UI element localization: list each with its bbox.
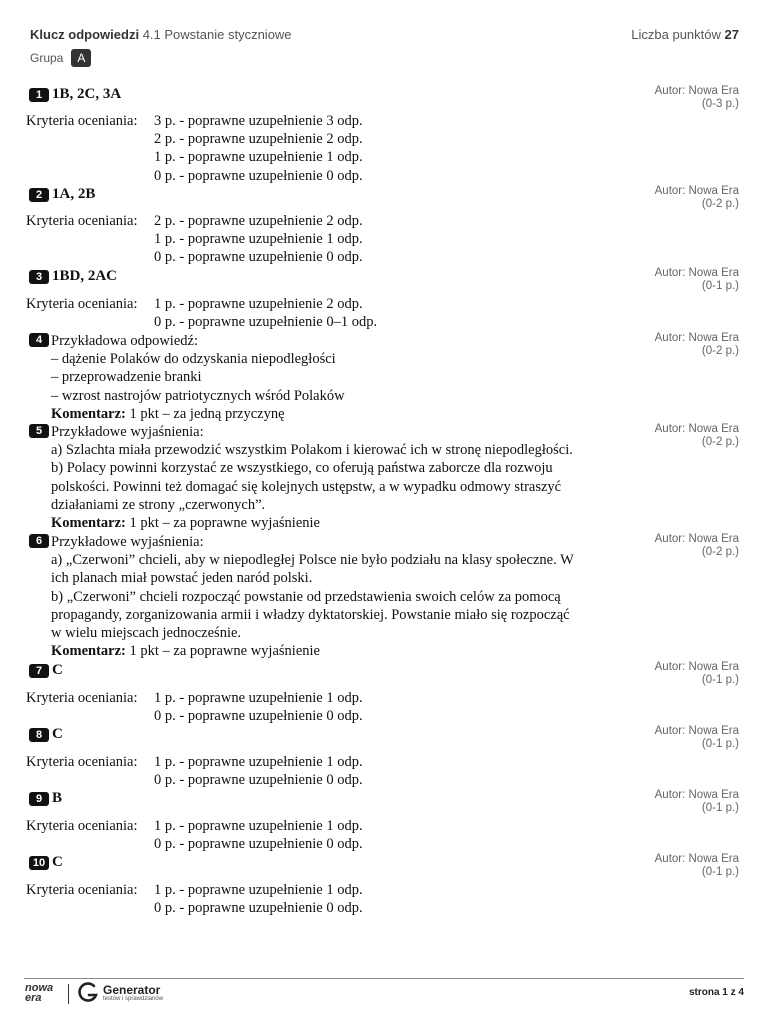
generator-logo-text: Generator: [103, 983, 161, 997]
criteria-item: 1 p. - poprawne uzupełnienie 1 odp.: [154, 690, 363, 706]
task-answer: C: [52, 662, 63, 678]
task-author: Autor: Nowa Era: [654, 332, 739, 344]
criteria-label: Kryteria oceniania:: [26, 113, 138, 129]
criteria-item: 2 p. - poprawne uzupełnienie 2 odp.: [154, 213, 363, 229]
task-points: (0-2 p.): [701, 345, 739, 357]
task-points: (0-1 p.): [701, 738, 739, 750]
page-number: strona 1 z 4: [688, 987, 744, 998]
answer-line: działaniami ze strony „czerwonych”.: [51, 496, 266, 513]
comment-text: 1 pkt – za poprawne wyjaśnienie: [129, 643, 320, 660]
task-meta: [655, 661, 739, 687]
title-topic: 4.1 Powstanie styczniowe: [142, 27, 292, 42]
task-3-question: [29, 268, 117, 285]
criteria-label: Kryteria oceniania:: [26, 296, 138, 312]
task-meta: [655, 853, 739, 879]
comment: [51, 514, 641, 532]
answer-line: ich planach miał powstać jeden naród polski.: [51, 570, 313, 587]
task-number-badge: 1: [29, 88, 49, 102]
criteria-list: [154, 881, 363, 917]
answer-line: b) „Czerwoni” chcieli rozpocząć powstanie od przedstawienia swoich celów za pomocą: [51, 588, 561, 605]
comment-text: 1 pkt – za jedną przyczynę: [129, 405, 285, 422]
group-badge: A: [71, 49, 91, 67]
group-info: [30, 49, 91, 67]
criteria-item: 1 p. - poprawne uzupełnienie 1 odp.: [154, 231, 363, 248]
answer-line: polskości. Powinni też domagać się kolejnych ustępstw, a w wypadku odmowy straszyć: [51, 478, 562, 495]
criteria-item: 1 p. - poprawne uzupełnienie 2 odp.: [154, 296, 363, 312]
task-10-question: [29, 854, 63, 871]
task-4-question: [29, 333, 52, 347]
criteria-list: [154, 689, 363, 725]
task-7-question: [29, 662, 63, 679]
task-author: Autor: Nowa Era: [654, 267, 739, 279]
task-number-badge: 10: [29, 856, 49, 870]
comment: [51, 405, 641, 423]
criteria-item: 0 p. - poprawne uzupełnienie 0 odp.: [154, 167, 363, 184]
task-author: Autor: Nowa Era: [654, 533, 739, 545]
task-meta: [655, 267, 739, 293]
comment-label: Komentarz:: [51, 405, 126, 422]
criteria-item: 1 p. - poprawne uzupełnienie 1 odp.: [154, 818, 363, 834]
criteria-item: 0 p. - poprawne uzupełnienie 0 odp.: [154, 708, 363, 725]
answer-intro: Przykładowa odpowiedź:: [51, 333, 198, 349]
task-number-badge: 4: [29, 333, 49, 347]
task-2-question: [29, 186, 95, 203]
task-author: Autor: Nowa Era: [654, 725, 739, 737]
points-value: 27: [724, 27, 739, 42]
task-number-badge: 6: [29, 534, 49, 548]
task-9-question: [29, 790, 62, 807]
document-title: [30, 27, 292, 42]
task-meta: [655, 725, 739, 751]
task-author: Autor: Nowa Era: [654, 185, 739, 197]
task-points: (0-2 p.): [701, 546, 739, 558]
task-author: Autor: Nowa Era: [654, 853, 739, 865]
task-meta: [655, 85, 739, 111]
task-number-badge: 8: [29, 728, 49, 742]
criteria-label: Kryteria oceniania:: [26, 882, 138, 898]
criteria-list: [154, 212, 363, 267]
points-total: [631, 27, 739, 42]
task-meta: [655, 533, 739, 559]
criteria-item: 0 p. - poprawne uzupełnienie 0 odp.: [154, 836, 363, 853]
points-label: Liczba punktów: [631, 27, 721, 42]
criteria-item: 1 p. - poprawne uzupełnienie 1 odp.: [154, 754, 363, 770]
answer-line: b) Polacy powinni korzystać ze wszystkiego, co oferują państwa zaborcze dla rozwoju: [51, 460, 553, 477]
task-answer: C: [52, 726, 63, 742]
task-answer: B: [52, 790, 63, 806]
answer-body: [51, 332, 641, 423]
criteria-label: Kryteria oceniania:: [26, 690, 138, 706]
criteria-list: [154, 753, 363, 789]
task-meta: [655, 789, 739, 815]
task-author: Autor: Nowa Era: [654, 661, 739, 673]
comment-label: Komentarz:: [51, 515, 126, 532]
criteria-item: 1 p. - poprawne uzupełnienie 1 odp.: [154, 149, 363, 166]
criteria-item: 1 p. - poprawne uzupełnienie 1 odp.: [154, 882, 363, 898]
task-points: (0-2 p.): [701, 436, 739, 448]
criteria-label: Kryteria oceniania:: [26, 754, 138, 770]
task-points: (0-3 p.): [701, 98, 739, 110]
criteria-label: Kryteria oceniania:: [26, 213, 138, 229]
criteria-item: 3 p. - poprawne uzupełnienie 3 odp.: [154, 113, 363, 129]
task-points: (0-1 p.): [701, 866, 739, 878]
task-answer: 1BD, 2AC: [52, 268, 118, 284]
generator-g-icon: [77, 981, 99, 1005]
task-points: (0-1 p.): [701, 802, 739, 814]
answer-line: – przeprowadzenie branki: [51, 369, 202, 386]
answer-body: [51, 423, 641, 532]
criteria-item: 2 p. - poprawne uzupełnienie 2 odp.: [154, 131, 363, 148]
task-author: Autor: Nowa Era: [654, 85, 739, 97]
criteria-list: [154, 295, 377, 331]
task-1-question: [29, 86, 121, 103]
task-number-badge: 7: [29, 664, 49, 678]
criteria-item: 0 p. - poprawne uzupełnienie 0 odp.: [154, 900, 363, 917]
answer-line: – wzrost nastrojów patriotycznych wśród Polaków: [51, 387, 345, 404]
task-points: (0-2 p.): [701, 198, 739, 210]
logo-separator: [68, 984, 69, 1004]
title-bold: Klucz odpowiedzi: [30, 27, 140, 42]
task-8-question: [29, 726, 63, 743]
answer-intro: Przykładowe wyjaśnienia:: [51, 424, 204, 440]
nowa-era-logo: [25, 983, 53, 1003]
answer-line: a) „Czerwoni” chcieli, aby w niepodległej Polsce nie było podziału na klasy społeczne. W: [51, 552, 574, 569]
answer-body: [51, 533, 641, 660]
task-number-badge: 3: [29, 270, 49, 284]
comment-text: 1 pkt – za poprawne wyjaśnienie: [129, 515, 320, 532]
comment: [51, 642, 641, 660]
task-points: (0-1 p.): [701, 674, 739, 686]
task-number-badge: 5: [29, 424, 49, 438]
task-number-badge: 2: [29, 188, 49, 202]
task-points: (0-1 p.): [701, 280, 739, 292]
answer-line: – dążenie Polaków do odzyskania niepodległości: [51, 351, 336, 368]
answer-line: w wielu miejscach jednocześnie.: [51, 625, 242, 642]
criteria-list: [154, 112, 363, 185]
group-label: Grupa: [30, 51, 64, 65]
task-meta: [655, 423, 739, 449]
answer-line: propagandy, zorganizowania armii i władzy dyktatorskiej. Powstanie miało się rozpocząć: [51, 606, 570, 623]
comment-label: Komentarz:: [51, 643, 126, 660]
task-author: Autor: Nowa Era: [654, 789, 739, 801]
generator-logo-subtitle: testów i sprawdzianów: [103, 996, 164, 1002]
task-number-badge: 9: [29, 792, 49, 806]
task-6-question: [29, 534, 52, 548]
criteria-item: 0 p. - poprawne uzupełnienie 0–1 odp.: [154, 314, 378, 331]
footer-divider: [24, 978, 744, 979]
answer-line: a) Szlachta miała przewodzić wszystkim Polakom i kierować ich w stronę niepodległości.: [51, 442, 573, 459]
criteria-item: 0 p. - poprawne uzupełnienie 0 odp.: [154, 249, 363, 266]
criteria-list: [154, 817, 363, 853]
task-answer: 1A, 2B: [52, 186, 96, 202]
logo-text-bottom: era: [25, 992, 42, 1004]
answer-intro: Przykładowe wyjaśnienia:: [51, 534, 204, 550]
task-author: Autor: Nowa Era: [654, 423, 739, 435]
task-answer: C: [52, 854, 63, 870]
task-5-question: [29, 424, 52, 438]
task-answer: 1B, 2C, 3A: [52, 86, 122, 102]
logo-text-top: nowa: [25, 982, 54, 994]
criteria-label: Kryteria oceniania:: [26, 818, 138, 834]
task-meta: [655, 332, 739, 358]
criteria-item: 0 p. - poprawne uzupełnienie 0 odp.: [154, 772, 363, 789]
task-meta: [655, 185, 739, 211]
